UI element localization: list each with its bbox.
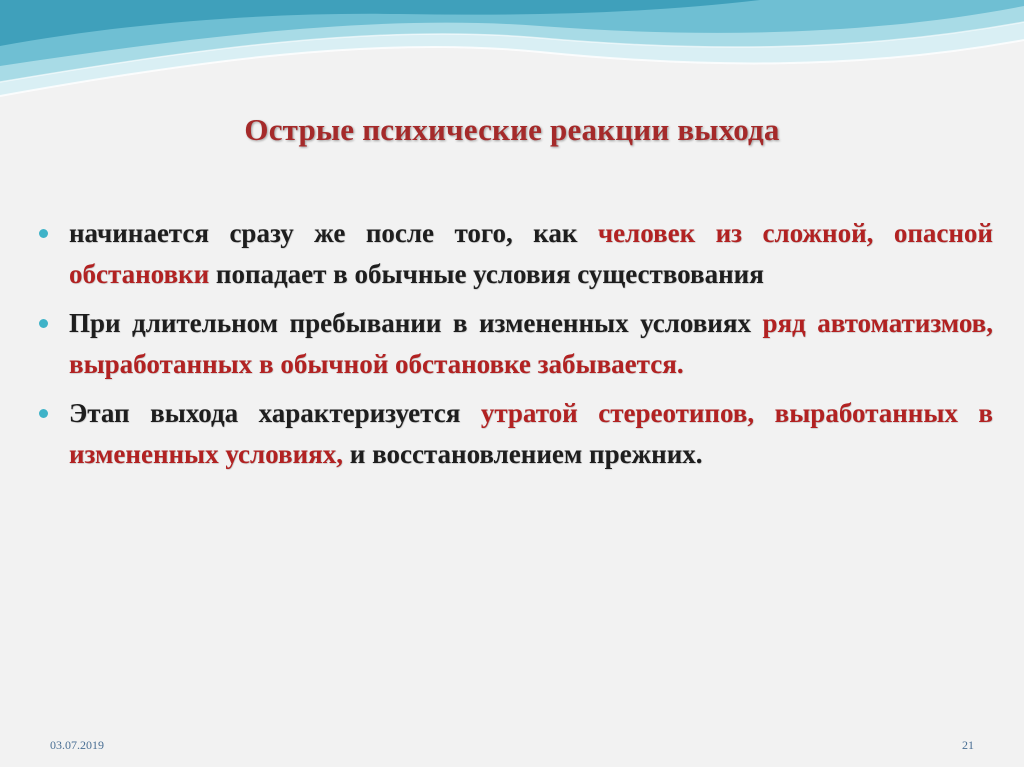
bullet-item xyxy=(38,303,993,385)
bullet-list xyxy=(38,213,993,483)
bullet-text: попадает в обычные условия существования xyxy=(209,259,764,289)
bullet-item xyxy=(38,393,993,475)
bullet-dot-icon xyxy=(39,409,48,418)
bullet-text: Этап выхода характеризуется xyxy=(69,398,481,428)
slide-title: Острые психические реакции выхода xyxy=(244,112,780,147)
bullet-text: начинается сразу же после того, как xyxy=(69,218,598,248)
bullet-text: При длительном пребывании в измененных условиях xyxy=(69,308,763,338)
bullet-dot-icon xyxy=(39,319,48,328)
bullet-highlight: ряд автоматизмов, выработанных в обычной обстановке забывается. xyxy=(69,308,993,379)
bullet-highlight: человек из сложной, опасной обстановки xyxy=(69,218,993,289)
bullet-dot-icon xyxy=(39,229,48,238)
bullet-item xyxy=(38,213,993,295)
slide-page-number: 21 xyxy=(962,738,974,752)
bullet-text: и восстановлением прежних. xyxy=(343,439,703,469)
bullet-highlight: утратой стереотипов, выработанных в измененных условиях, xyxy=(69,398,993,469)
slide-date: 03.07.2019 xyxy=(50,738,104,752)
decorative-wave-header xyxy=(0,0,1024,120)
